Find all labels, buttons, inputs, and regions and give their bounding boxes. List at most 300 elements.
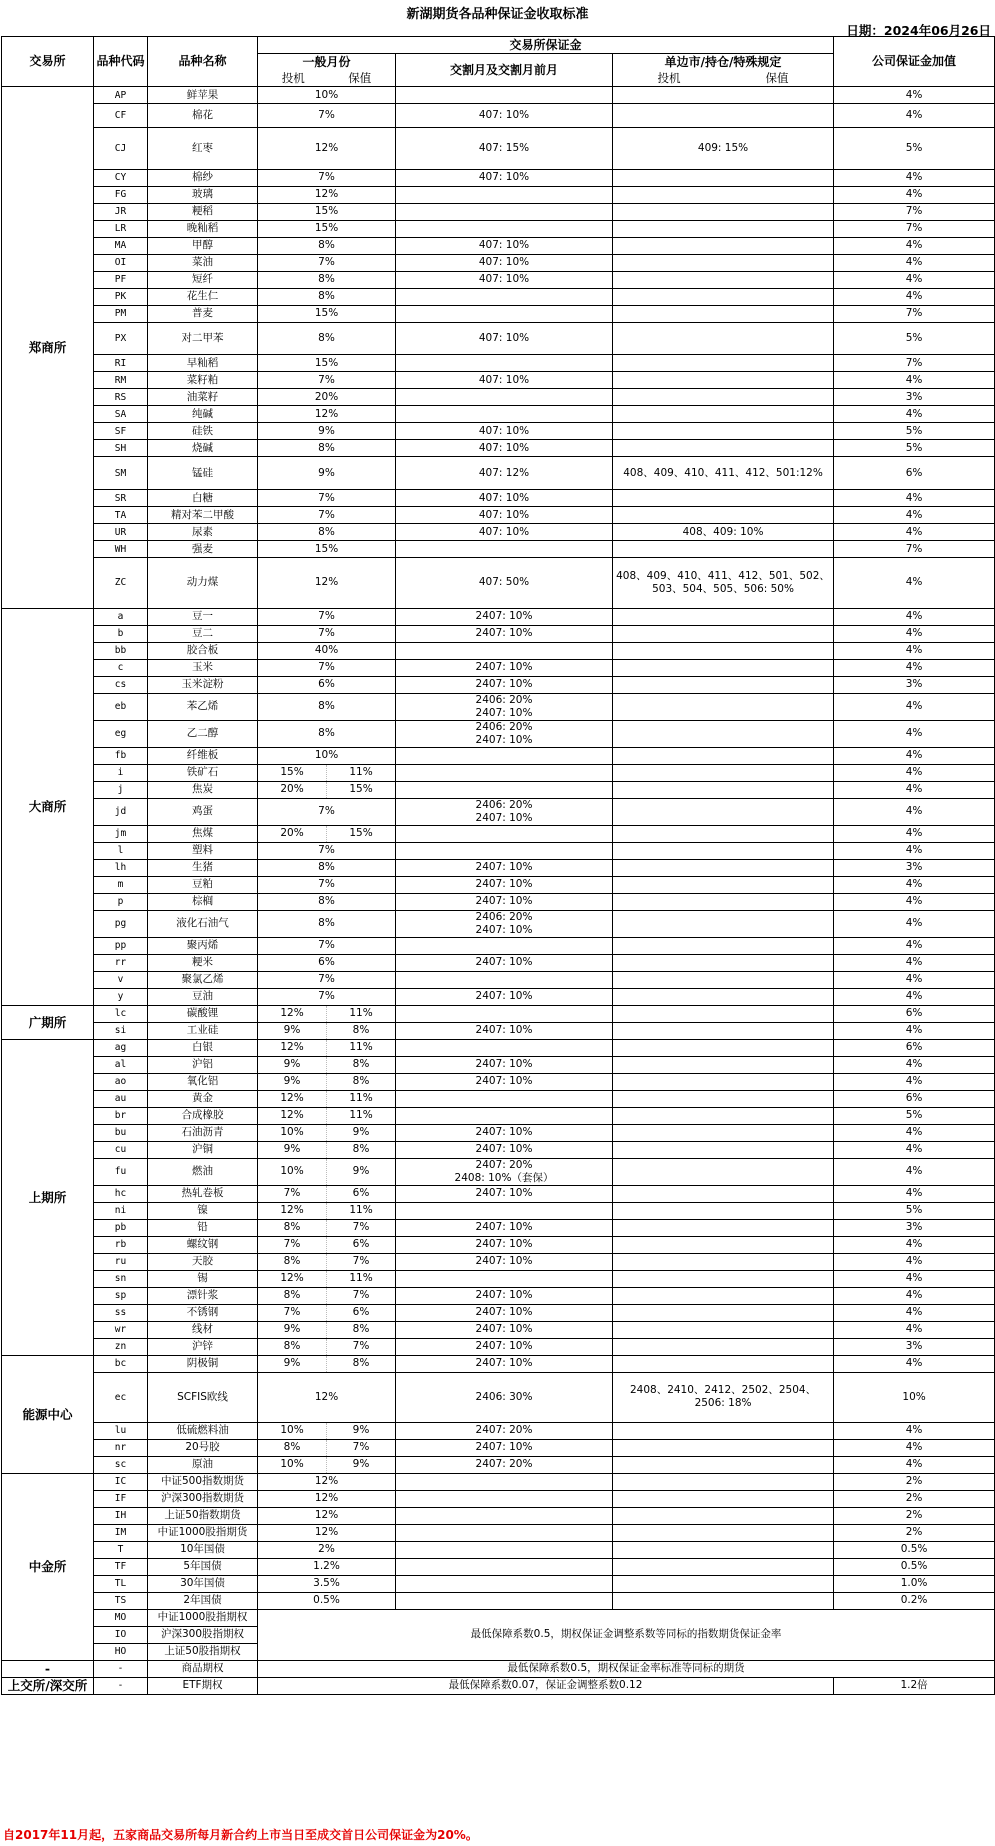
company-add-margin: 4%	[834, 1236, 995, 1253]
product-name: 铁矿石	[148, 764, 258, 781]
table-row	[2, 1090, 995, 1107]
product-code: IF	[94, 1490, 148, 1507]
company-add-margin: 4%	[834, 747, 995, 764]
product-code: au	[94, 1090, 148, 1107]
table-row	[2, 1039, 995, 1056]
table-row	[2, 1005, 995, 1022]
product-name: 2年国债	[148, 1592, 258, 1609]
special-rule	[613, 271, 834, 288]
header-special-sub	[613, 70, 834, 87]
company-add-margin: 4%	[834, 524, 995, 541]
product-code: -	[94, 1660, 148, 1677]
product-name: 液化石油气	[148, 910, 258, 937]
special-rule	[613, 798, 834, 825]
header-special-spec: 投机	[657, 70, 681, 85]
company-add-margin: 4%	[834, 798, 995, 825]
delivery-month-margin	[396, 764, 613, 781]
product-code: ni	[94, 1202, 148, 1219]
general-margin: 7%	[258, 490, 396, 507]
company-add-margin: 6%	[834, 457, 995, 490]
table-row	[2, 1422, 995, 1439]
delivery-month-margin	[396, 355, 613, 372]
product-name: 棉纱	[148, 169, 258, 186]
special-rule	[613, 220, 834, 237]
company-add-margin: 7%	[834, 355, 995, 372]
general-spec-margin: 9%	[258, 1141, 327, 1158]
delivery-month-margin	[396, 406, 613, 423]
table-row	[2, 676, 995, 693]
table-row	[2, 1158, 995, 1185]
general-margin: 12%	[258, 186, 396, 203]
table-row	[2, 825, 995, 842]
product-code: FG	[94, 186, 148, 203]
company-add-margin: 4%	[834, 1321, 995, 1338]
product-name: 豆二	[148, 625, 258, 642]
general-hedge-margin: 6%	[327, 1304, 396, 1321]
general-margin: 8%	[258, 440, 396, 457]
product-name: 菜籽粕	[148, 372, 258, 389]
product-code: MA	[94, 237, 148, 254]
company-add-margin: 3%	[834, 389, 995, 406]
delivery-month-margin	[396, 1473, 613, 1490]
table-row	[2, 1473, 995, 1490]
product-name: 普麦	[148, 305, 258, 322]
product-code: a	[94, 608, 148, 625]
table-row	[2, 1338, 995, 1355]
company-add-margin: 4%	[834, 781, 995, 798]
product-name: 低硫燃料油	[148, 1422, 258, 1439]
company-add-margin: 4%	[834, 490, 995, 507]
special-rule	[613, 825, 834, 842]
table-row	[2, 220, 995, 237]
product-name: 尿素	[148, 524, 258, 541]
margin-table	[1, 36, 995, 1695]
general-margin: 12%	[258, 406, 396, 423]
special-rule	[613, 1592, 834, 1609]
special-rule	[613, 893, 834, 910]
company-add-margin: 4%	[834, 720, 995, 747]
product-name: 不锈钢	[148, 1304, 258, 1321]
special-rule	[613, 1456, 834, 1473]
product-name: 硅铁	[148, 423, 258, 440]
company-add-margin: 0.2%	[834, 1592, 995, 1609]
product-code: SM	[94, 457, 148, 490]
product-code: SA	[94, 406, 148, 423]
delivery-month-margin	[396, 842, 613, 859]
company-add-margin: 7%	[834, 305, 995, 322]
special-rule	[613, 859, 834, 876]
special-rule	[613, 1507, 834, 1524]
special-rule	[613, 1202, 834, 1219]
company-add-margin: 4%	[834, 608, 995, 625]
delivery-month-margin: 2407: 10%	[396, 1141, 613, 1158]
company-add-margin: 4%	[834, 558, 995, 608]
general-margin: 2%	[258, 1541, 396, 1558]
product-code: jd	[94, 798, 148, 825]
product-name: 上证50指数期货	[148, 1507, 258, 1524]
table-row	[2, 203, 995, 220]
special-rule	[613, 440, 834, 457]
company-add-margin: 4%	[834, 1141, 995, 1158]
company-add-margin: 4%	[834, 1056, 995, 1073]
product-code: sn	[94, 1270, 148, 1287]
product-code: bb	[94, 642, 148, 659]
table-row-etf-options	[2, 1677, 995, 1694]
product-name: 鸡蛋	[148, 798, 258, 825]
general-hedge-margin: 8%	[327, 1073, 396, 1090]
general-spec-margin: 12%	[258, 1107, 327, 1124]
product-name: 粳米	[148, 954, 258, 971]
product-code: AP	[94, 87, 148, 104]
product-name: 强麦	[148, 541, 258, 558]
table-row	[2, 720, 995, 747]
product-name: 粳稻	[148, 203, 258, 220]
special-rule	[613, 642, 834, 659]
product-code: nr	[94, 1439, 148, 1456]
product-name: 5年国债	[148, 1558, 258, 1575]
product-name: 豆一	[148, 608, 258, 625]
table-row	[2, 798, 995, 825]
product-code: hc	[94, 1185, 148, 1202]
table-row	[2, 954, 995, 971]
general-margin: 0.5%	[258, 1592, 396, 1609]
special-rule: 408、409、410、411、412、501:12%	[613, 457, 834, 490]
table-row	[2, 1073, 995, 1090]
product-name: 精对苯二甲酸	[148, 507, 258, 524]
product-code: MO	[94, 1609, 148, 1626]
general-spec-margin: 12%	[258, 1202, 327, 1219]
general-spec-margin: 12%	[258, 1090, 327, 1107]
table-row	[2, 842, 995, 859]
general-hedge-margin: 6%	[327, 1236, 396, 1253]
delivery-month-margin: 2406: 20% 2407: 10%	[396, 693, 613, 720]
product-code: ao	[94, 1073, 148, 1090]
product-name: 胶合板	[148, 642, 258, 659]
special-rule	[613, 659, 834, 676]
general-spec-margin: 9%	[258, 1321, 327, 1338]
special-rule: 408、409、410、411、412、501、502、503、504、505、506: 50%	[613, 558, 834, 608]
special-rule	[613, 1185, 834, 1202]
general-spec-margin: 15%	[258, 764, 327, 781]
delivery-month-margin: 407: 10%	[396, 423, 613, 440]
table-row	[2, 1219, 995, 1236]
general-margin: 12%	[258, 558, 396, 608]
product-code: RM	[94, 372, 148, 389]
page-title: 新湖期货各品种保证金收取标准	[406, 7, 589, 22]
company-add-margin: 4%	[834, 1073, 995, 1090]
product-code: j	[94, 781, 148, 798]
special-rule	[613, 1056, 834, 1073]
company-add-margin: 4%	[834, 169, 995, 186]
general-margin: 7%	[258, 842, 396, 859]
company-add-margin: 4%	[834, 893, 995, 910]
company-add-margin: 4%	[834, 825, 995, 842]
company-add-margin: 2%	[834, 1507, 995, 1524]
product-name: 豆油	[148, 988, 258, 1005]
product-code: rr	[94, 954, 148, 971]
special-rule	[613, 1141, 834, 1158]
product-code: IC	[94, 1473, 148, 1490]
product-name: 线材	[148, 1321, 258, 1338]
company-add-margin: 7%	[834, 541, 995, 558]
general-margin: 8%	[258, 524, 396, 541]
general-hedge-margin: 9%	[327, 1124, 396, 1141]
general-margin: 8%	[258, 322, 396, 355]
company-add-margin: 4%	[834, 1304, 995, 1321]
delivery-month-margin: 2407: 10%	[396, 1321, 613, 1338]
special-rule	[613, 842, 834, 859]
special-rule	[613, 1236, 834, 1253]
delivery-month-margin	[396, 1107, 613, 1124]
product-name: 晚籼稻	[148, 220, 258, 237]
product-code: eb	[94, 693, 148, 720]
general-spec-margin: 20%	[258, 781, 327, 798]
table-row	[2, 1372, 995, 1422]
product-code: wr	[94, 1321, 148, 1338]
company-add-margin: 4%	[834, 954, 995, 971]
product-code: ag	[94, 1039, 148, 1056]
general-margin: 40%	[258, 642, 396, 659]
table-row	[2, 186, 995, 203]
product-code: eg	[94, 720, 148, 747]
general-spec-margin: 10%	[258, 1124, 327, 1141]
table-row	[2, 1439, 995, 1456]
company-add-margin: 3%	[834, 676, 995, 693]
special-rule	[613, 288, 834, 305]
table-row	[2, 271, 995, 288]
general-hedge-margin: 9%	[327, 1422, 396, 1439]
product-name: 棉花	[148, 104, 258, 128]
product-code: OI	[94, 254, 148, 271]
delivery-month-margin	[396, 937, 613, 954]
product-name: 锰硅	[148, 457, 258, 490]
product-name: 碳酸锂	[148, 1005, 258, 1022]
special-rule	[613, 937, 834, 954]
delivery-month-margin: 2406: 20% 2407: 10%	[396, 798, 613, 825]
product-code: sp	[94, 1287, 148, 1304]
company-add-margin: 5%	[834, 440, 995, 457]
general-margin: 12%	[258, 1524, 396, 1541]
table-row	[2, 893, 995, 910]
delivery-month-margin: 2407: 10%	[396, 954, 613, 971]
delivery-month-margin: 2406: 20% 2407: 10%	[396, 720, 613, 747]
exchange-cell: 中金所	[2, 1473, 94, 1660]
product-name: 苯乙烯	[148, 693, 258, 720]
general-spec-margin: 9%	[258, 1022, 327, 1039]
company-add-margin: 4%	[834, 1456, 995, 1473]
special-rule	[613, 954, 834, 971]
product-name: 鲜苹果	[148, 87, 258, 104]
delivery-month-margin	[396, 288, 613, 305]
delivery-month-margin: 407: 10%	[396, 254, 613, 271]
general-hedge-margin: 11%	[327, 1090, 396, 1107]
general-margin: 15%	[258, 305, 396, 322]
product-code: TF	[94, 1558, 148, 1575]
company-add-margin: 4%	[834, 1439, 995, 1456]
delivery-month-margin: 2407: 20%	[396, 1456, 613, 1473]
product-name: 纯碱	[148, 406, 258, 423]
product-name: 锡	[148, 1270, 258, 1287]
product-code: CY	[94, 169, 148, 186]
general-hedge-margin: 9%	[327, 1158, 396, 1185]
table-row	[2, 1270, 995, 1287]
product-name: 玉米	[148, 659, 258, 676]
special-rule	[613, 1524, 834, 1541]
general-hedge-margin: 7%	[327, 1287, 396, 1304]
company-add-margin: 4%	[834, 507, 995, 524]
product-name: SCFIS欧线	[148, 1372, 258, 1422]
company-add-margin: 4%	[834, 1124, 995, 1141]
table-row	[2, 372, 995, 389]
product-code: SR	[94, 490, 148, 507]
product-code: T	[94, 1541, 148, 1558]
delivery-month-margin	[396, 1558, 613, 1575]
company-add-margin: 4%	[834, 288, 995, 305]
general-margin: 8%	[258, 893, 396, 910]
general-hedge-margin: 15%	[327, 825, 396, 842]
special-rule	[613, 490, 834, 507]
special-rule	[613, 104, 834, 128]
product-code: IM	[94, 1524, 148, 1541]
table-row	[2, 322, 995, 355]
table-row	[2, 104, 995, 128]
product-code: bu	[94, 1124, 148, 1141]
delivery-month-margin	[396, 1575, 613, 1592]
product-name: 生猪	[148, 859, 258, 876]
general-margin: 7%	[258, 798, 396, 825]
special-rule	[613, 541, 834, 558]
general-margin: 7%	[258, 988, 396, 1005]
header-hedge: 保值	[348, 70, 372, 85]
product-code: ru	[94, 1253, 148, 1270]
product-code: SH	[94, 440, 148, 457]
table-row	[2, 1185, 995, 1202]
special-rule	[613, 625, 834, 642]
product-code: IO	[94, 1626, 148, 1643]
product-name: 沪铝	[148, 1056, 258, 1073]
special-rule	[613, 1355, 834, 1372]
delivery-month-margin	[396, 747, 613, 764]
table-row	[2, 406, 995, 423]
general-hedge-margin: 11%	[327, 1005, 396, 1022]
delivery-month-margin: 2406: 30%	[396, 1372, 613, 1422]
company-add-margin: 4%	[834, 764, 995, 781]
delivery-month-margin: 407: 10%	[396, 271, 613, 288]
special-rule	[613, 781, 834, 798]
table-row	[2, 1355, 995, 1372]
header-code: 品种代码	[94, 37, 148, 87]
delivery-month-margin: 407: 10%	[396, 524, 613, 541]
special-rule	[613, 608, 834, 625]
delivery-month-margin: 2407: 10%	[396, 859, 613, 876]
table-row	[2, 747, 995, 764]
special-rule	[613, 305, 834, 322]
delivery-month-margin: 2407: 10%	[396, 1287, 613, 1304]
product-code: PK	[94, 288, 148, 305]
product-name: 聚丙烯	[148, 937, 258, 954]
special-rule	[613, 169, 834, 186]
product-code: c	[94, 659, 148, 676]
report-date: 日期：2024年06月26日	[846, 23, 991, 38]
table-row	[2, 971, 995, 988]
product-name: 棕榈	[148, 893, 258, 910]
product-name: 烧碱	[148, 440, 258, 457]
company-add-margin: 3%	[834, 1219, 995, 1236]
special-rule	[613, 720, 834, 747]
general-spec-margin: 10%	[258, 1456, 327, 1473]
product-name: 红枣	[148, 128, 258, 170]
general-margin: 1.2%	[258, 1558, 396, 1575]
product-name: 石油沥青	[148, 1124, 258, 1141]
product-code: pp	[94, 937, 148, 954]
product-name: 聚氯乙烯	[148, 971, 258, 988]
general-margin: 7%	[258, 625, 396, 642]
special-rule	[613, 186, 834, 203]
company-add-margin: 4%	[834, 642, 995, 659]
special-rule	[613, 406, 834, 423]
company-add-margin: 4%	[834, 87, 995, 104]
table-row	[2, 1287, 995, 1304]
table-row	[2, 1575, 995, 1592]
product-code: PM	[94, 305, 148, 322]
product-code: lc	[94, 1005, 148, 1022]
company-add-margin: 5%	[834, 322, 995, 355]
general-margin: 15%	[258, 203, 396, 220]
special-rule	[613, 1439, 834, 1456]
general-margin: 7%	[258, 104, 396, 128]
table-row	[2, 128, 995, 170]
general-spec-margin: 7%	[258, 1236, 327, 1253]
table-row	[2, 693, 995, 720]
general-spec-margin: 8%	[258, 1439, 327, 1456]
product-code: JR	[94, 203, 148, 220]
header-company-add: 公司保证金加值	[834, 37, 995, 87]
special-rule	[613, 988, 834, 1005]
general-spec-margin: 8%	[258, 1219, 327, 1236]
product-code: pg	[94, 910, 148, 937]
general-margin: 8%	[258, 288, 396, 305]
table-row	[2, 910, 995, 937]
table-row	[2, 781, 995, 798]
product-code: jm	[94, 825, 148, 842]
product-code: y	[94, 988, 148, 1005]
product-code: i	[94, 764, 148, 781]
general-hedge-margin: 9%	[327, 1456, 396, 1473]
product-name: 沪锌	[148, 1338, 258, 1355]
general-margin: 7%	[258, 608, 396, 625]
product-name: 玻璃	[148, 186, 258, 203]
product-name: 热轧卷板	[148, 1185, 258, 1202]
delivery-month-margin	[396, 971, 613, 988]
special-rule: 408、409: 10%	[613, 524, 834, 541]
product-name: 商品期权	[148, 1660, 258, 1677]
special-rule	[613, 1253, 834, 1270]
header-exchange: 交易所	[2, 37, 94, 87]
special-rule	[613, 764, 834, 781]
general-spec-margin: 7%	[258, 1304, 327, 1321]
table-row	[2, 507, 995, 524]
special-rule	[613, 203, 834, 220]
special-rule: 409: 15%	[613, 128, 834, 170]
general-margin: 8%	[258, 910, 396, 937]
product-name: 10年国债	[148, 1541, 258, 1558]
table-row	[2, 524, 995, 541]
product-code: b	[94, 625, 148, 642]
product-name: 燃油	[148, 1158, 258, 1185]
company-add-margin: 5%	[834, 1202, 995, 1219]
special-rule	[613, 1490, 834, 1507]
delivery-month-margin	[396, 1490, 613, 1507]
